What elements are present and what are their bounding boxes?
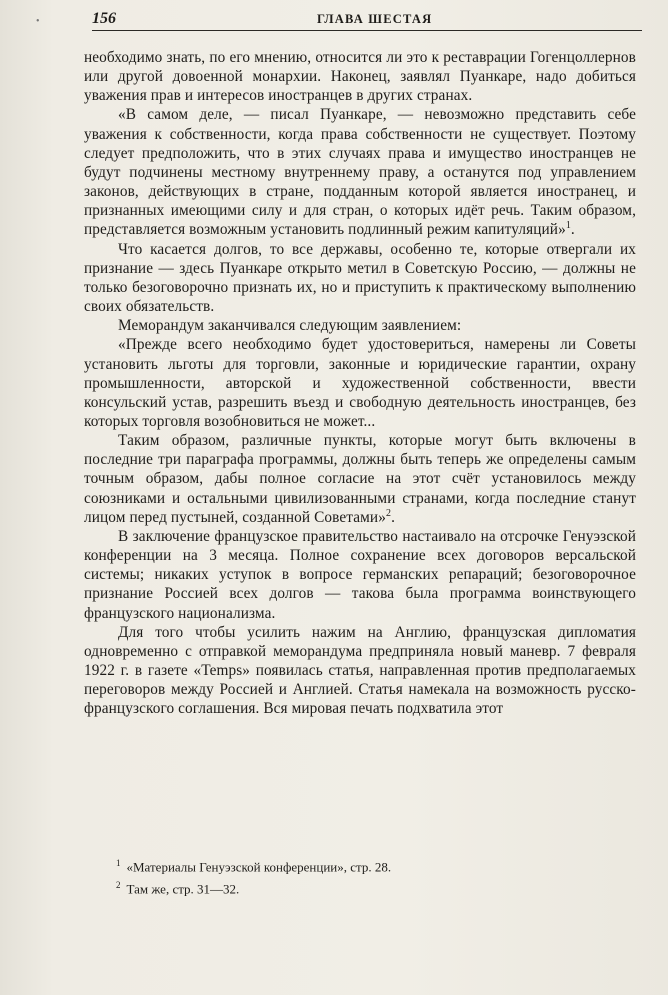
- paragraph: «В самом деле, — писал Пуанкаре, — невозможно представить себе уважения к собственности, когда права собственности не существует. Поэтому следует предположить, что в этих случаях права и имущество иностранцев не будут подчинены местному внутреннему праву, а останутся под управлением законов, действующих в стране, подданным которой является иностранец, и признанных имеющими силу и для стран, о которых идёт речь. Таким образом, представляется возможным установить подлинный режим капитуляций»$^1$.: [84, 106, 636, 239]
- footnotes: [116, 854, 616, 899]
- footnote-number: 2: [116, 880, 121, 891]
- running-head: ГЛАВА ШЕСТАЯ: [317, 12, 433, 26]
- footnote-text: Там же, стр. 31—32.: [126, 881, 240, 897]
- footnote: [116, 854, 616, 876]
- footnote-ref: 1: [565, 220, 571, 232]
- body-text: [84, 48, 636, 718]
- paragraph: Меморандум заканчивался следующим заявлением:: [118, 317, 462, 335]
- paragraph: Что касается долгов, то все державы, особенно те, которые отвергали их признание — здесь Пуанкаре открыто метил в Советскую Россию, — должны не только безоговорочно признать их, но и приступить к практическому выполнению своих обязательств.: [84, 240, 636, 316]
- paragraph: «Прежде всего необходимо будет удостовериться, намерены ли Советы установить льготы для торговли, законные и юридические гарантии, охрану промышленности, авторской и художественной собственности, ввести консульский устав, разрешить въезд и свободную деятельность иностранцев, без которых торговля возобновиться не может...: [84, 336, 636, 430]
- margin-mark: •: [36, 16, 40, 27]
- footnote: [116, 876, 616, 898]
- paragraph: Для того чтобы усилить нажим на Англию, французская дипломатия одновременно с отправкой меморандума предприняла новый маневр. 7 февраля 1922 г. в газете «Temps» появилась статья, направленная против предполагаемых переговоров между Россией и Англией. Статья намекала на возможность русско-французского соглашения. Вся мировая печать подхватила этот: [84, 623, 636, 718]
- paragraph: В заключение французское правительство настаивало на отсрочке Генуэзской конференции на 3 месяца. Полное сохранение всех договоров версальской системы; никаких уступок в вопросе германских репараций; безоговорочное признание Россией всех долгов — такова была программа воинствующего французского национализма.: [84, 527, 636, 622]
- footnote-text: «Материалы Генуэзской конференции», стр. 28.: [126, 859, 392, 875]
- footnote-number: 1: [116, 858, 121, 868]
- page-number: 156: [92, 10, 116, 27]
- paragraph: необходимо знать, по его мнению, относится ли это к реставрации Гогенцоллернов или другой довоенной монархии. Наконец, заявлял Пуанкаре, надо добиться уважения прав и интересов иностранцев в других странах.: [84, 49, 636, 105]
- footnote-ref: 2: [385, 507, 392, 519]
- page-header: [92, 8, 642, 31]
- paragraph: Таким образом, различные пункты, которые могут быть включены в последние три параграфа программы, должны быть теперь же определены самым точным образом, дабы полное согласие на этот счёт установилось между союзниками и остальными цивилизованными странами, когда последние станут лицом перед пустыней, созданной Советами»$^2$.: [84, 432, 636, 526]
